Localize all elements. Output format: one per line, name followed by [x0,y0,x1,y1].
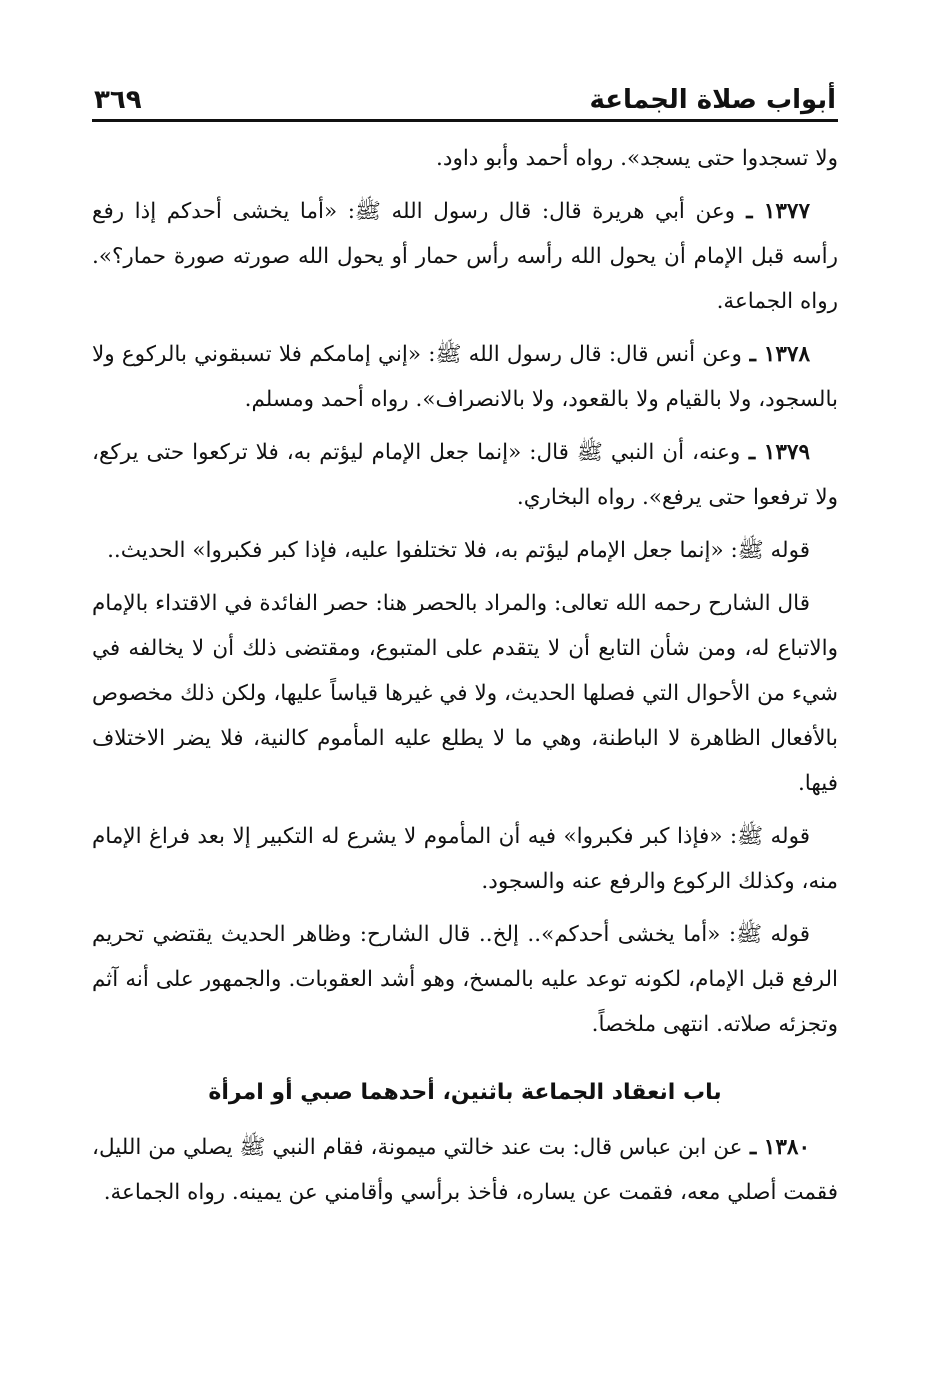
hadith-1377 [92,189,838,324]
hadith-number: ١٣٧٧ ـ [735,199,810,224]
commentary-paragraph [92,528,838,573]
hadith-number: ١٣٨٠ ـ [742,1135,810,1160]
commentary-paragraph [92,814,838,904]
running-header [92,72,838,122]
paragraph-text: عن ابن عباس قال: بت عند خالتي ميمونة، فقام النبي ﷺ يصلي من الليل، فقمت أصلي معه، فقمت عن يساره، فأخذ برأسي وأقامني عن يمينه. رواه الجماعة. [92,1135,838,1205]
hadith-1380 [92,1125,838,1215]
section-heading: باب انعقاد الجماعة باثنين، أحدهما صبي أو امرأة [208,1080,722,1105]
paragraph-text: وعن أبي هريرة قال: قال رسول الله ﷺ: «أما يخشى أحدكم إذا رفع رأسه قبل الإمام أن يحول الله رأسه رأس حمار أو يحول الله صورته صورة حمار؟». رواه الجماعة. [92,199,838,314]
commentary-paragraph [92,581,838,806]
continuation-paragraph [92,136,838,181]
paragraph-text: وعن أنس قال: قال رسول الله ﷺ: «إني إمامكم فلا تسبقوني بالركوع ولا بالسجود، ولا بالقيام ولا بالقعود، ولا بالانصراف». رواه أحمد ومسلم. [92,342,838,412]
paragraph-text: ولا تسجدوا حتى يسجد». رواه أحمد وأبو داود. [436,146,838,171]
hadith-1379 [92,430,838,520]
hadith-number: ١٣٧٩ ـ [740,440,810,465]
book-page [92,72,838,1332]
hadith-number: ١٣٧٨ ـ [741,342,810,367]
paragraph-text: قال الشارح رحمه الله تعالى: والمراد بالحصر هنا: حصر الفائدة في الاقتداء بالإمام والاتباع له، ومن شأن التابع أن لا يتقدم على المتبوع، ومقتضى ذلك أن لا يخالفه في شيء من الأحوال التي فصلها الحديث، ولا في غيرها قياساً عليها، ولكن ذلك مخصوص بالأفعال الظاهرة لا الباطنة، وهي ما لا يطلع عليه المأموم كالنية، فلا يضر الاختلاف فيها. [92,591,838,796]
chapter-title: أبواب صلاة الجماعة [589,85,836,115]
paragraph-text: قوله ﷺ: «أما يخشى أحدكم».. إلخ.. قال الشارح: وظاهر الحديث يقتضي تحريم الرفع قبل الإمام، لكونه توعد عليه بالمسخ، وهو أشد العقوبات. والجمهور على أنه آثم وتجزئه صلاته. انتهى ملخصاً. [92,922,839,1037]
hadith-1378 [92,332,838,422]
page-content [92,136,838,1215]
commentary-paragraph [92,912,838,1047]
paragraph-text: وعنه، أن النبي ﷺ قال: «إنما جعل الإمام ليؤتم به، فلا تركعوا حتى يركع، ولا ترفعوا حتى يرفع». رواه البخاري. [92,440,838,510]
page-number: ٣٦٩ [94,85,142,115]
paragraph-text: قوله ﷺ: «فإذا كبر فكبروا» فيه أن المأموم لا يشرع له التكبير إلا بعد فراغ الإمام منه، وكذلك الركوع والرفع عنه والسجود. [92,824,838,894]
paragraph-text: قوله ﷺ: «إنما جعل الإمام ليؤتم به، فلا تختلفوا عليه، فإذا كبر فكبروا» الحديث.. [107,538,810,563]
